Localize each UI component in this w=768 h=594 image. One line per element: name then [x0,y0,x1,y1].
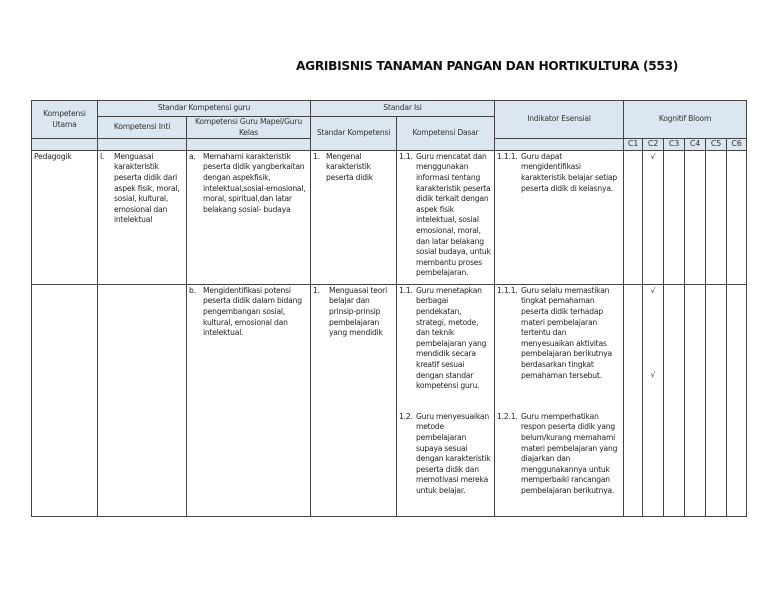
bloom-c4-mark [685,150,706,284]
bloom-c2-mark-lower: √ [650,370,656,380]
document-title: AGRIBISNIS TANAMAN PANGAN DAN HORTIKULTURA (553) [296,59,679,73]
bloom-c3-mark [664,150,685,284]
item-text: Menguasai karakteristik peserta didik dari aspek fisik, moral, sosial, kultural, emosional dan intelektual [114,151,180,225]
header-bloom-c4: C4 [685,139,706,151]
cell-kompetensi-guru [187,284,311,516]
cell-indikator [495,284,624,516]
table-row [32,284,747,516]
header-kompetensi-utama: Kompetensi Utama [32,101,98,139]
bloom-c6-mark [727,150,747,284]
cell-kompetensi-dasar [397,284,495,516]
item-text: Guru selalu memastikan tingkat pemahaman peserta didik terhadap materi pembelajaran tertentu dan menyesuaikan aktivitas pembelajaran berikutnya berdasarkan tingkat pemahaman tersebut. [521,285,612,380]
bloom-c1-mark [624,284,643,516]
cell-standar-kompetensi [311,284,397,516]
item-text: Memahami karakteristik peserta didik yangberkaitan dengan aspekfisik, intelektual,sosial-emosional, moral, spiritual,dan latar belakang sosial- budaya [203,151,306,214]
header-standar-kompetensi: Standar Kompetensi [311,117,397,151]
bloom-c2-mark [643,284,664,516]
item-number: 1. [313,151,320,161]
cell-kompetensi-inti [98,150,187,284]
bloom-c6-mark [727,284,747,516]
header-standar-kompetensi-guru: Standar Kompetensi guru [98,101,311,117]
header-standar-isi: Standar Isi [311,101,495,117]
item-number: 1.2. [399,411,413,421]
bloom-c3-mark [664,284,685,516]
item-number: 1.2.1. [497,411,518,421]
bloom-c5-mark [706,150,727,284]
bloom-c5-mark [706,284,727,516]
header-bloom-c6: C6 [727,139,747,151]
item-text: Guru menetapkan berbagai pendekatan, strategi, metode, dan teknik pembelajaran yang mendidik secara kreatif sesuai dengan standar kompetensi guru. [416,285,487,391]
bloom-c2-mark: √ [643,150,664,284]
header-kompetensi-inti: Kompetensi Inti [98,117,187,139]
header-spacer [495,139,624,151]
cell-kompetensi-dasar [397,150,495,284]
item-number: a. [189,151,196,161]
item-number: 1.1.1. [497,151,518,161]
header-kompetensi-dasar: Kompetensi Dasar [397,117,495,151]
cell-indikator [495,150,624,284]
bloom-c2-mark-top: √ [650,285,656,295]
item-number: 1. [313,285,320,295]
item-text: Guru mencatat dan menggunakan informasi tentang karakteristik peserta didik terkait dengan aspek fisik intelektual, sosial emosional, moral, dan latar belakang sosial budaya, untuk membantu proses pembelajaran. [416,151,491,278]
bloom-c1-mark [624,150,643,284]
header-kognitif-bloom: Kognitif Bloom [624,101,747,139]
header-spacer [187,139,311,151]
item-number: 1.1. [399,285,413,295]
item-number: I. [100,151,105,161]
bloom-c4-mark [685,284,706,516]
header-spacer [32,139,98,151]
spacer [645,296,661,370]
item-text: Guru memperhatikan respon peserta didik yang belum/kurang memahami materi pembelajaran yang diajarkan dan menggunakannya untuk memperbaiki rancangan pembelajaran berikutnya. [521,411,618,495]
header-indikator-esensial: Indikator Esensial [495,101,624,139]
cell-kompetensi-utama: Pedagogik [32,150,98,284]
header-kompetensi-guru-mapel: Kompetensi Guru Mapel/Guru Kelas [187,117,311,139]
cell-kompetensi-utama [32,284,98,516]
header-bloom-c2: C2 [643,139,664,151]
item-number: b. [189,285,196,295]
header-spacer [98,139,187,151]
header-bloom-c3: C3 [664,139,685,151]
item-text: Guru dapat mengidentifikasi karakteristik belajar setiap peserta didik di kelasnya. [521,151,617,193]
competency-table [31,100,747,517]
table-row [32,150,747,284]
item-number: 1.1. [399,151,413,161]
cell-standar-kompetensi [311,150,397,284]
cell-kompetensi-inti [98,284,187,516]
item-text: Guru menyesuaikan metode pembelajaran supaya sesuai dengan karakteristik peserta didik dan memotivasi mereka untuk belajar. [416,411,491,495]
item-text: Menguasai teori belajar dan prinsip-prinsip pembelajaran yang mendidik [329,285,387,338]
item-number: 1.1.1. [497,285,518,295]
item-text: Mengenal karakteristik peserta didik [326,151,373,182]
header-bloom-c5: C5 [706,139,727,151]
cell-kompetensi-guru [187,150,311,284]
item-text: Mengidentifikasi potensi peserta didik dalam bidang pengembangan sosial, kultural, emosional dan intelektual. [203,285,302,338]
header-bloom-c1: C1 [624,139,643,151]
